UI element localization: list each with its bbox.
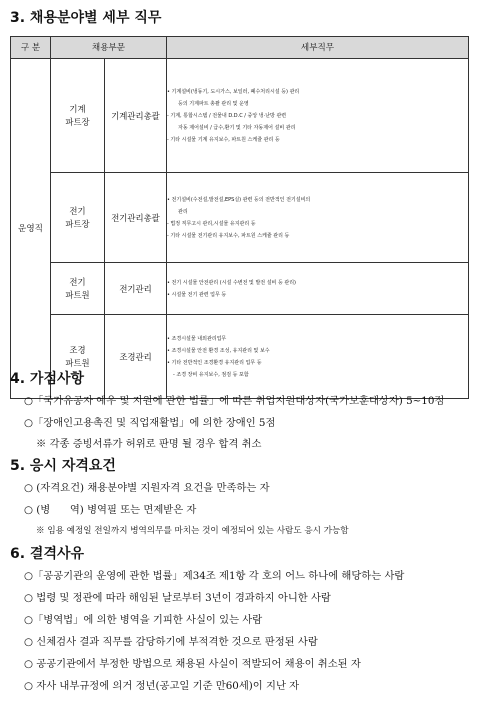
section-3-title: 3. 채용분야별 세부 직무 — [10, 10, 162, 26]
position-line: 파트원 — [65, 289, 90, 300]
position-cell — [51, 173, 105, 263]
table-row — [11, 173, 469, 263]
position-line: 파트장 — [65, 116, 90, 127]
disqualification-item: ○ 법령 및 정관에 따라 해임된 날로부터 3년이 경과하지 아니한 사람 — [24, 592, 331, 604]
table-row — [11, 59, 469, 173]
duty-line: • 전기설비(수전설,발전설,EPS실) 관련 등의 전반적인 전기설비의 — [167, 196, 311, 203]
position-line: 전기 — [69, 205, 86, 216]
duty-line: • 기계설비(냉동기, 도시가스, 보일러, 폐수처리시설 등) 관리 — [167, 88, 300, 95]
qualification-note: ※ 임용 예정일 전일까지 병역의무를 마치는 것이 예정되어 있는 사람도 응시 가능함 — [36, 526, 349, 536]
position-line: 파트장 — [65, 218, 90, 229]
duty-line: - 기타 시설물 기계 유지보수, 파트원 스케쥴 관리 등 — [167, 136, 280, 143]
position-line: 파트원 — [65, 357, 90, 368]
duties-cell — [167, 59, 469, 173]
qualification-item: ○ (자격요건) 채용분야별 지원자격 요건을 만족하는 자 — [24, 482, 270, 494]
disqualification-item: ○ 신체검사 결과 직무를 감당하기에 부적격한 것으로 판정된 사람 — [24, 636, 318, 648]
duties-cell — [167, 263, 469, 315]
disqualification-item: ○ 공공기관에서 부정한 방법으로 채용된 사실이 적발되어 채용이 취소된 자 — [24, 658, 361, 670]
table-row — [11, 263, 469, 315]
disqualification-item: ○「병역법」에 의한 병역을 기피한 사실이 있는 사람 — [24, 614, 263, 626]
duties-cell — [167, 173, 469, 263]
duty-line: • 조경시설물 내외관리업무 — [167, 335, 227, 342]
section-5-title: 5. 응시 자격요건 — [10, 458, 116, 474]
field-cell: 전기관리총괄 — [105, 173, 167, 263]
position-cell — [51, 59, 105, 173]
duty-line: • 기타 전반적인 조경환경 유지관리 업무 등 — [167, 359, 262, 366]
bonus-item: ○「국가유공자 예우 및 지원에 관한 법률」에 따른 취업지원대상자(국가보훈대상자) 5~10점 — [24, 395, 445, 407]
duty-table-header-row — [11, 37, 469, 59]
bonus-note: ※ 각종 증빙서류가 허위로 판명 될 경우 합격 취소 — [36, 438, 262, 450]
duty-line: - 법정 직무고시 관리,시설물 유지관리 등 — [167, 220, 256, 227]
duty-line: - 기타 시설물 전기관리 유지보수, 파트원 스케쥴 관리 등 — [167, 232, 290, 239]
position-cell — [51, 263, 105, 315]
duty-line: 자동 제어설비 / 급수,환기 및 기타 자동제어 설비 관리 — [178, 124, 296, 131]
duty-line: 등의 기계파트 총괄 관리 및 운영 — [178, 100, 249, 107]
header-field: 채용부문 — [51, 37, 167, 59]
duty-line: • 조경시설물 안전 환경 조성, 유지관리 및 보수 — [167, 347, 270, 354]
section-4-title: 4. 가점사항 — [10, 371, 85, 387]
duty-line: - 기계, 통합시스템 / 전물내 D.D.C / 중앙 냉·난방 관련 — [167, 112, 287, 119]
qualification-item: ○ (병 역) 병역필 또는 면제받은 자 — [24, 504, 197, 516]
duties-cell — [167, 315, 469, 399]
field-cell: 전기관리 — [105, 263, 167, 315]
duty-table — [10, 36, 469, 399]
position-line: 전기 — [69, 276, 86, 287]
header-duties: 세부직무 — [167, 37, 469, 59]
duty-line: 관리 — [178, 208, 188, 215]
field-cell: 기계관리총괄 — [105, 59, 167, 173]
position-line: 기계 — [69, 103, 86, 114]
bonus-item: ○「장애인고용촉진 및 직업재활법」에 의한 장애인 5점 — [24, 417, 276, 429]
duty-line: • 시설물 전기 관련 업무 등 — [167, 291, 227, 298]
disqualification-item: ○ 자사 내부규정에 의거 정년(공고일 기준 만60세)이 지난 자 — [24, 680, 300, 692]
disqualification-item: ○「공공기관의 운영에 관한 법률」제34조 제1항 각 호의 어느 하나에 해당하는 사람 — [24, 570, 405, 582]
field-cell: 조경관리 — [105, 315, 167, 399]
duty-line: - 조경 장비 유지보수, 점검 등 포함 — [173, 371, 249, 378]
header-category: 구 분 — [11, 37, 51, 59]
position-line: 조경 — [69, 344, 86, 355]
duty-line: • 전기 시설물 안전관리 (시설 수변전 및 발전 설비 등 관리) — [167, 279, 297, 286]
category-cell: 운영직 — [11, 59, 51, 399]
section-6-title: 6. 결격사유 — [10, 546, 85, 562]
